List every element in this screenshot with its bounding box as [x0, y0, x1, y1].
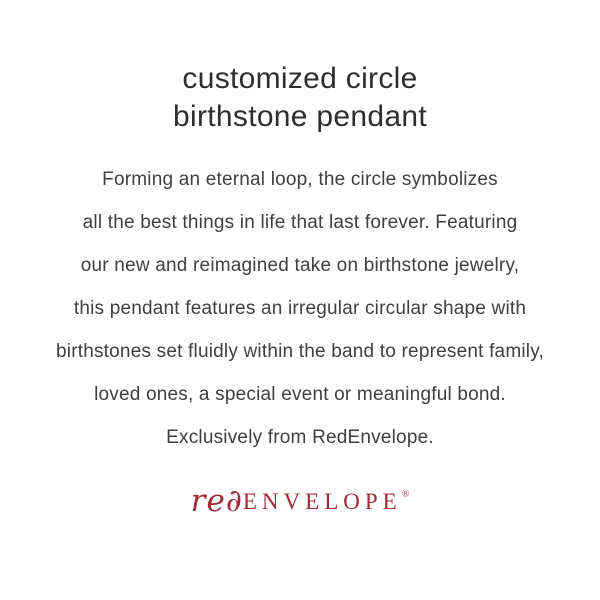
logo-script-red: re∂	[190, 483, 243, 519]
title-line-1: customized circle	[182, 62, 418, 95]
registered-trademark-icon: ®	[401, 489, 410, 500]
description-line-6: loved ones, a special event or meaningful bond.	[94, 384, 506, 405]
page-title	[0, 0, 600, 136]
description-line-2: all the best things in life that last forever. Featuring	[82, 212, 518, 233]
description-line-4: this pendant features an irregular circular shape with	[73, 298, 527, 319]
description-line-3: our new and reimagined take on birthstone jewelry,	[80, 255, 520, 276]
redenvelope-logo	[0, 483, 600, 519]
description-text	[0, 158, 600, 459]
description-line-5: birthstones set fluidly within the band to represent family,	[56, 341, 544, 362]
title-line-2: birthstone pendant	[173, 100, 427, 133]
description-line-7: Exclusively from RedEnvelope.	[166, 427, 434, 448]
description-line-1: Forming an eternal loop, the circle symbolizes	[102, 169, 498, 190]
logo-caps-envelope: ENVELOPE	[242, 489, 402, 514]
